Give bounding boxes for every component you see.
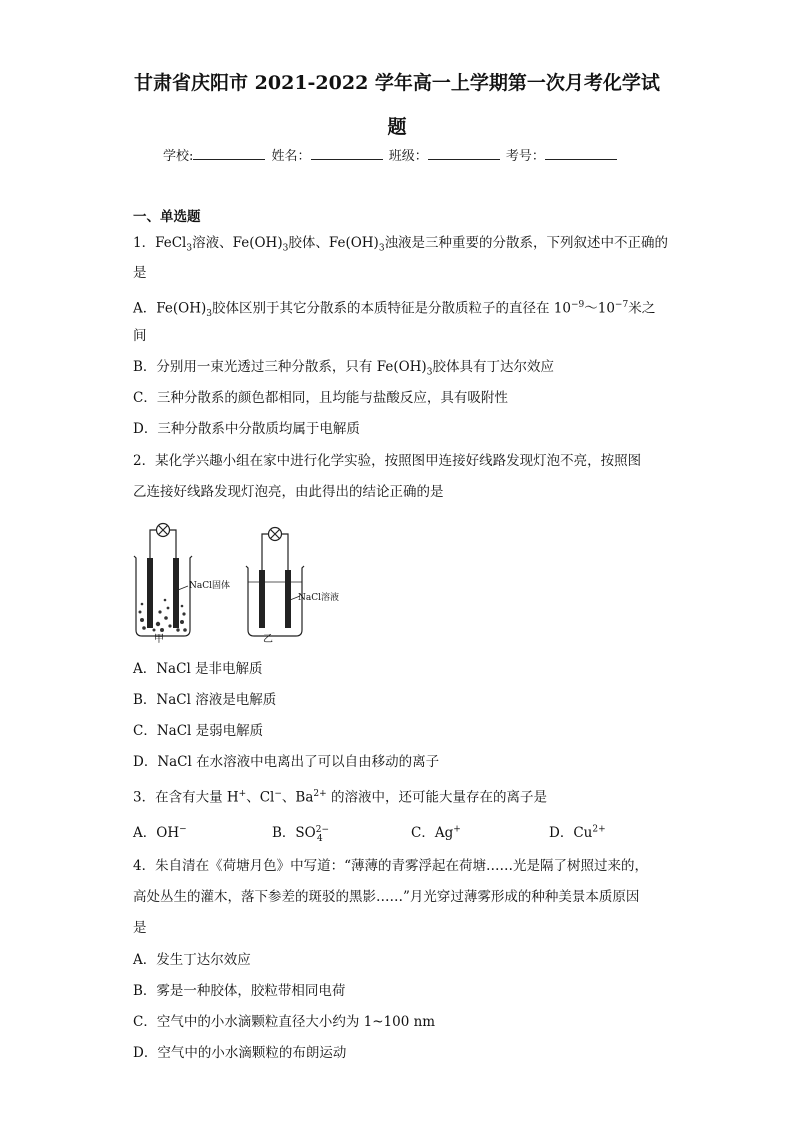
name-label: 姓名： xyxy=(271,149,311,164)
page-title-line-1: 甘肃省庆阳市 2021-2022 学年高一上学期第一次月考化学试 xyxy=(134,72,660,94)
beaker-yi xyxy=(246,566,304,636)
student-info-row xyxy=(163,145,619,164)
page-title-line-2: 题 xyxy=(387,116,407,138)
label-nacl-solution: NaCl溶液 xyxy=(298,593,340,603)
electrode-yi-left xyxy=(259,570,265,628)
q1-option-a: A．$Fe(OH)_3$胶体区别于其它分散系的本质特征是分散质粒子的直径在 $10^{-9}\sim 10^{-7}$米之 xyxy=(133,300,656,320)
q3-option-d: D．$Cu^{2+}$ xyxy=(549,824,606,841)
q4-stem-cont-1: 高处丛生的灌木，落下参差的斑驳的黑影……”月光穿过薄雾形成的种种美景本质原因 xyxy=(133,889,640,905)
q1-option-d: D．三种分散系中分散质均属于电解质 xyxy=(133,421,360,437)
name-field[interactable] xyxy=(311,146,383,160)
electrode-yi-right xyxy=(285,570,291,628)
q2-option-b: B．NaCl 溶液是电解质 xyxy=(133,692,277,708)
label-nacl-solid: NaCl固体 xyxy=(189,581,231,591)
class-label: 班级： xyxy=(388,149,428,164)
class-field[interactable] xyxy=(428,146,500,160)
q4-option-b: B．雾是一种胶体，胶粒带相同电荷 xyxy=(133,983,346,999)
nacl-solid-particles xyxy=(139,599,187,632)
q4-option-a: A．发生丁达尔效应 xyxy=(133,952,251,968)
q3-option-b: B．$SO^{2-}_4$ xyxy=(272,824,330,844)
q4-stem: 4．朱自清在《荷塘月色》中写道：“薄薄的青雾浮起在荷塘……光是隔了树照过来的， xyxy=(133,858,648,874)
q2-stem-cont: 乙连接好线路发现灯泡亮，由此得出的结论正确的是 xyxy=(133,484,444,500)
number-field[interactable] xyxy=(545,146,617,160)
q3-option-c: C．Ag+ xyxy=(411,824,461,841)
electrode-jia-right xyxy=(173,558,179,628)
q1-option-b: B．分别用一束光透过三种分散系，只有 $Fe(OH)_3$胶体具有丁达尔效应 xyxy=(133,359,554,378)
q2-option-d: D．NaCl 在水溶液中电离出了可以自由移动的离子 xyxy=(133,754,440,770)
beaker-jia xyxy=(134,556,192,636)
q1-option-a-cont: 间 xyxy=(133,328,147,344)
q3-stem: 3．在含有大量 H+、Cl−、$Ba^{2+}$ 的溶液中，还可能大量存在的离子是 xyxy=(133,789,547,806)
q2-stem: 2．某化学兴趣小组在家中进行化学实验，按照图甲连接好线路发现灯泡不亮，按照图 xyxy=(133,453,642,469)
school-field[interactable] xyxy=(193,146,265,160)
q4-stem-cont-2: 是 xyxy=(133,920,147,936)
label-jia: 甲 xyxy=(154,634,164,645)
q2-option-c: C．NaCl 是弱电解质 xyxy=(133,723,264,739)
q1-stem-cont: 是 xyxy=(133,265,147,281)
q2-option-a: A．NaCl 是非电解质 xyxy=(133,661,263,677)
label-yi: 乙 xyxy=(263,634,273,645)
q4-option-c: C．空气中的小水滴颗粒直径大小约为 1~100 nm xyxy=(133,1014,436,1030)
q1-option-c: C．三种分散系的颜色都相同，且均能与盐酸反应，具有吸附性 xyxy=(133,390,508,406)
q1-stem: 1．FeCl$_3$溶液、$Fe(OH)_3$胶体、$Fe(OH)_3$浊液是三种重要的分散系，下列叙述中不正确的 xyxy=(133,235,669,254)
conductivity-experiment-figure xyxy=(130,520,360,645)
school-label: 学校: xyxy=(163,149,194,164)
number-label: 考号： xyxy=(505,149,545,164)
electrode-jia-left xyxy=(147,558,153,628)
q3-option-a: A．OH− xyxy=(133,824,187,841)
q4-option-d: D．空气中的小水滴颗粒的布朗运动 xyxy=(133,1045,347,1061)
section-heading: 一、单选题 xyxy=(133,209,201,225)
